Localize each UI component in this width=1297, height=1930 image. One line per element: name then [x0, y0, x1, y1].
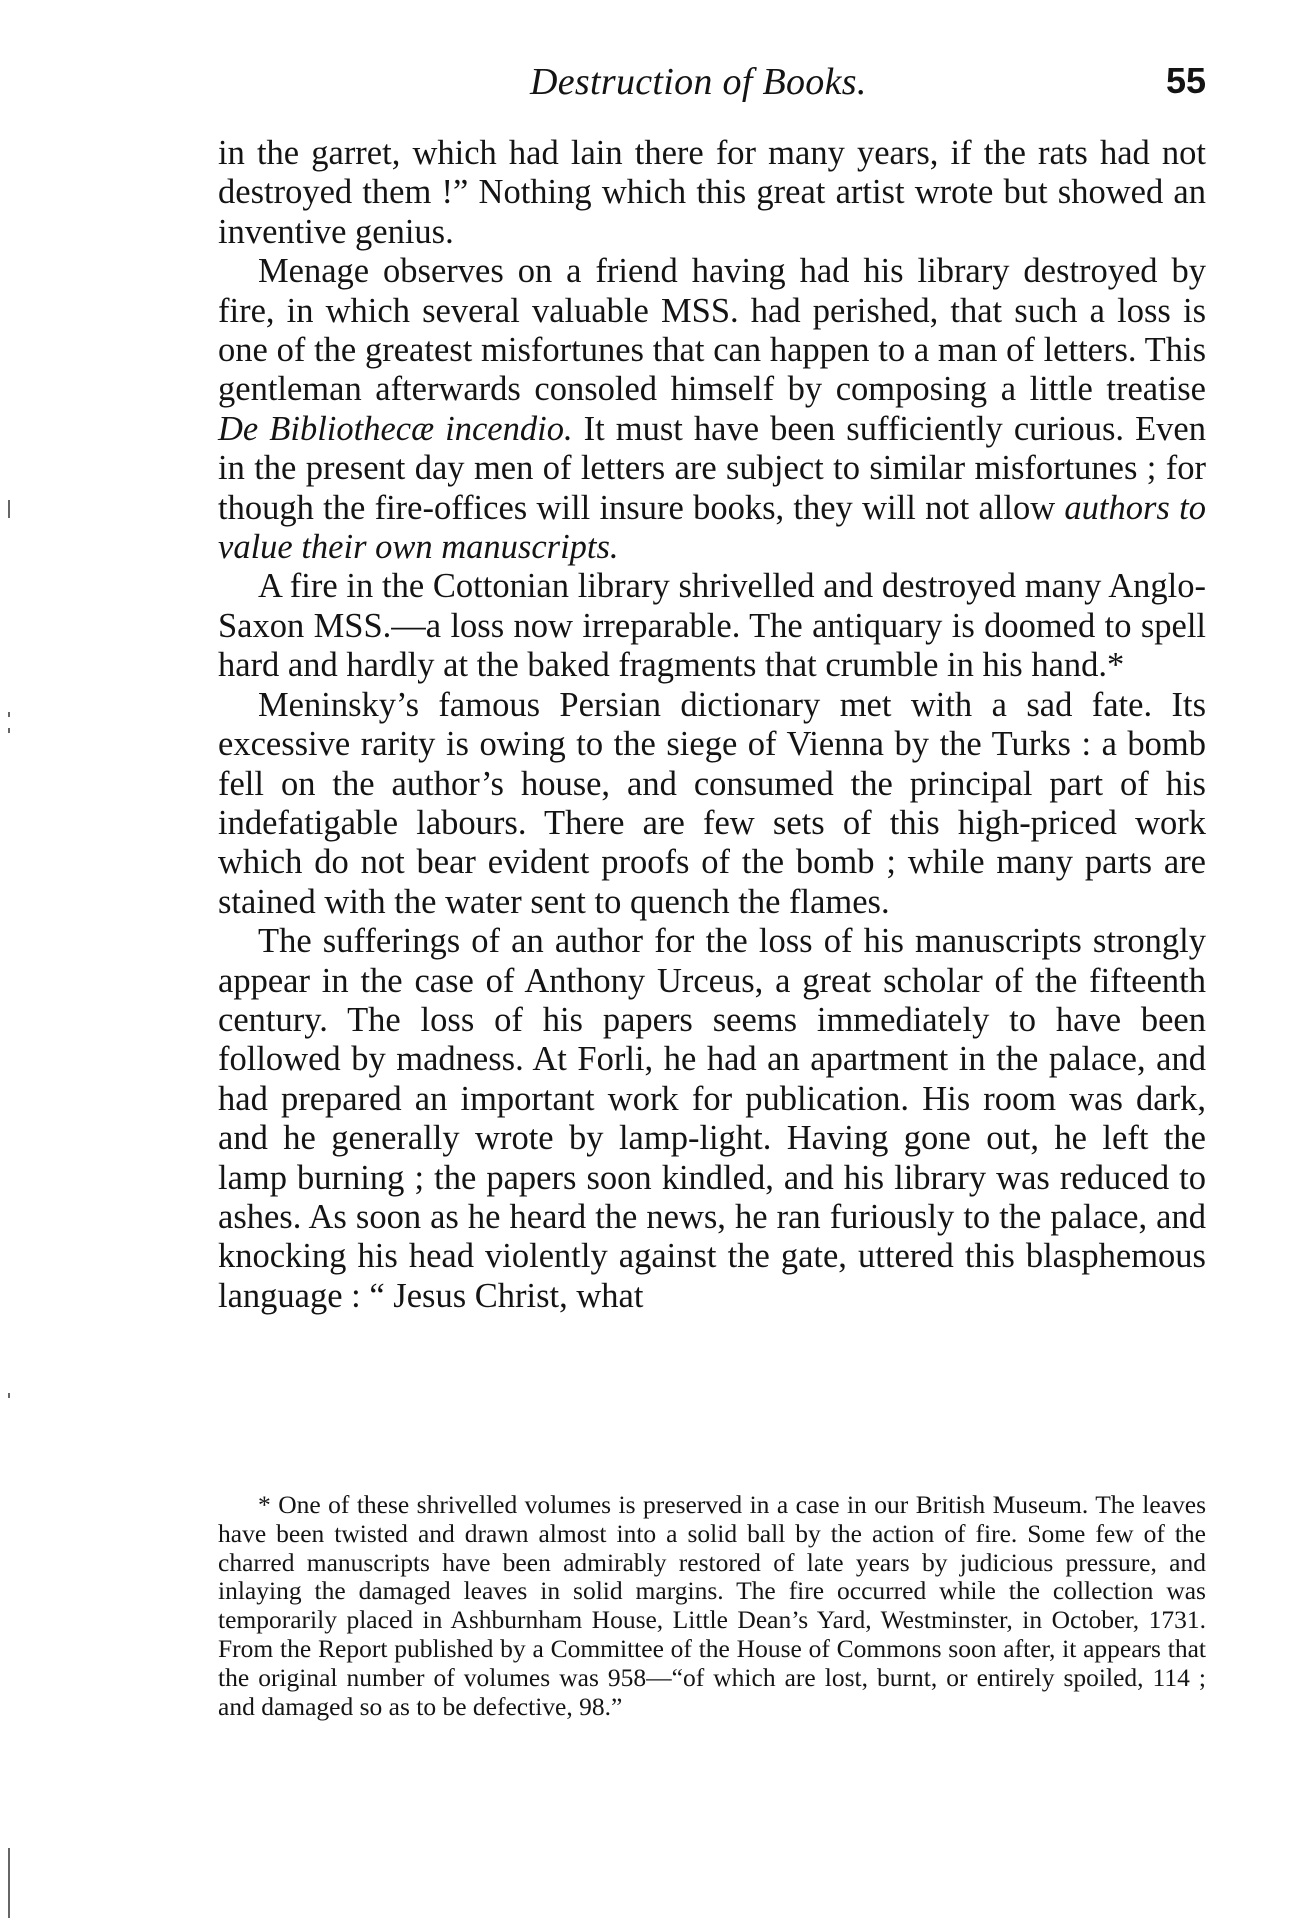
- paragraph-2-text-middle: It must have been sufficiently curious. Even in the present day men of letters are subject to similar misfortunes ; for though the fire-offices will insure books, they will not allow: [218, 409, 1206, 527]
- paragraph-4: Meninsky’s famous Persian dictionary met with a sad fate. Its excessive rarity is owing to the siege of Vienna by the Turks : a bomb fell on the author’s house, and consumed the principal part of his indefatigable labours. There are few sets of this high-priced work which do not bear evident proofs of the bomb ; while many parts are stained with the water sent to quench the flames.: [218, 685, 1206, 921]
- paragraph-5: The sufferings of an author for the loss of his manuscripts strongly appear in the case of Anthony Urceus, a great scholar of the fifteenth century. The loss of his papers seems immediately to have been followed by madness. At Forli, he had an apartment in the palace, and had prepared an important work for publication. His room was dark, and he generally wrote by lamp-light. Having gone out, he left the lamp burning ; the papers soon kindled, and his library was reduced to ashes. As soon as he heard the news, he ran furiously to the palace, and knocking his head violently against the gate, uttered this blasphemous language : “ Jesus Christ, what: [218, 922, 1206, 1315]
- page-number: 55: [1165, 60, 1206, 101]
- footnote-text: * One of these shrivelled volumes is preserved in a case in our British Museum. The leaves have been twisted and drawn almost into a solid ball by the action of fire. Some few of the charred manuscripts have been admirably restored of late years by judicious pressure, and inlaying the damaged leaves in solid margins. The fire occurred while the collection was temporarily placed in Ashburnham House, Little Dean’s Yard, Westminster, in October, 1731. From the Report published by a Committee of the House of Commons soon after, it appears that the original number of volumes was 958—“of which are lost, burnt, or entirely spoiled, 114 ; and damaged so as to be defective, 98.”: [218, 1490, 1206, 1721]
- paragraph-2: [218, 252, 1206, 567]
- margin-mark: [8, 500, 10, 518]
- body-text: [218, 134, 1206, 1316]
- paragraph-3: A fire in the Cottonian library shrivelled and destroyed many Anglo-Saxon MSS.—a loss now irreparable. The antiquary is doomed to spell hard and hardly at the baked fragments that crumble in his hand.*: [218, 567, 1206, 685]
- running-title: Destruction of Books.: [530, 61, 867, 103]
- paragraph-1: in the garret, which had lain there for many years, if the rats had not destroyed them !” Nothing which this great artist wrote but showed an inventive genius.: [218, 134, 1206, 251]
- treatise-title: De Bibliothecæ incendio.: [218, 409, 573, 448]
- footnote: [218, 1491, 1206, 1721]
- margin-mark: [8, 1393, 10, 1398]
- paragraph-2-text-start: Menage observes on a friend having had his library destroyed by fire, in which several valuable MSS. had perished, that such a loss is one of the greatest misfortunes that can happen to a man of letters. This gentleman afterwards consoled himself by composing a little treatise: [218, 252, 1206, 409]
- page-header: [218, 60, 1206, 110]
- margin-mark: [8, 712, 10, 717]
- margin-mark: [8, 1848, 10, 1918]
- margin-mark: [8, 728, 10, 733]
- paragraph-2-italic-end: authors to value their own manuscripts.: [218, 488, 1206, 567]
